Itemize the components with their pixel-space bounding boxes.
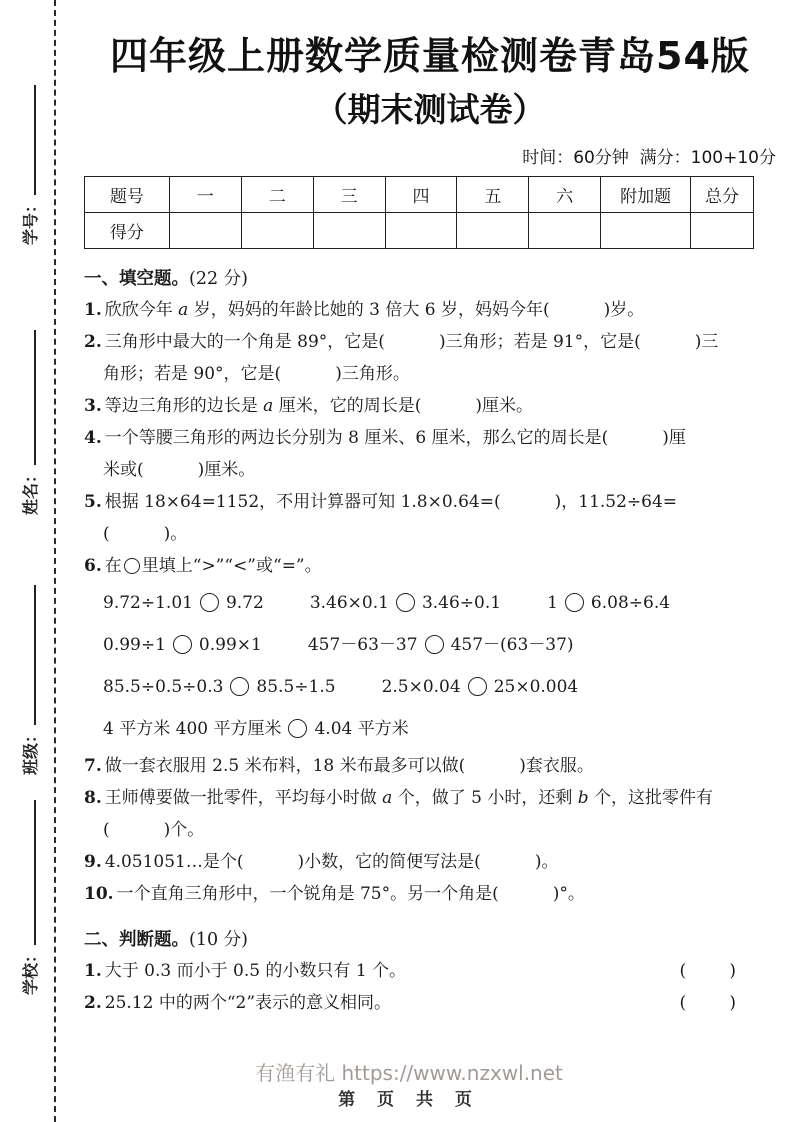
question-5 bbox=[84, 486, 776, 518]
score-cell bbox=[457, 213, 529, 249]
question-1-number: 1. bbox=[84, 300, 102, 320]
question-3-text: 等边三角形的边长是 bbox=[104, 396, 264, 416]
student-id-label: 学号： bbox=[21, 196, 40, 245]
question-1-text: 岁，妈妈的年龄比她的 3 倍大 6 岁，妈妈今年( )岁。 bbox=[188, 300, 645, 320]
page-title: 四年级上册数学质量检测卷青岛54版 bbox=[110, 34, 750, 78]
compare-right: 85.5÷1.5 bbox=[256, 677, 336, 697]
question-6-text: 里填上“>”“<”或“=”。 bbox=[141, 556, 322, 576]
student-id-field bbox=[20, 85, 42, 245]
question-6 bbox=[84, 550, 776, 582]
question-5-text: 根据 18×64=1152，不用计算器可知 1.8×0.64=( )，11.52÷64= bbox=[104, 492, 678, 512]
school-line bbox=[34, 800, 36, 945]
class-label: 班级： bbox=[21, 726, 40, 775]
section2-score: (10 分) bbox=[189, 930, 248, 950]
compare-circle-icon bbox=[468, 677, 487, 696]
compare-row-1 bbox=[84, 582, 776, 624]
question-9-number: 9. bbox=[84, 852, 102, 872]
question-8-text: 个，这批零件有 bbox=[588, 788, 714, 808]
compare-row-2 bbox=[84, 624, 776, 666]
question-2 bbox=[84, 326, 776, 358]
question-2-text: 三角形中最大的一个角是 89°，它是( )三角形；若是 91°，它是( )三 bbox=[104, 332, 719, 352]
class-field bbox=[20, 585, 42, 775]
judge-question-2-body bbox=[84, 987, 391, 1019]
compare-left: 1 bbox=[547, 593, 558, 613]
header-col-5: 五 bbox=[457, 177, 529, 213]
student-name-line bbox=[34, 330, 36, 465]
header-col-4: 四 bbox=[385, 177, 457, 213]
score-cell bbox=[169, 213, 241, 249]
compare-pair bbox=[103, 635, 262, 655]
compare-left: 2.5×0.04 bbox=[381, 677, 461, 697]
student-name-field bbox=[20, 330, 42, 515]
compare-right: 0.99×1 bbox=[198, 635, 262, 655]
compare-circle-icon bbox=[288, 719, 307, 738]
judge-answer-parens: ( ) bbox=[679, 961, 736, 981]
compare-right: 9.72 bbox=[225, 593, 264, 613]
compare-pair bbox=[547, 593, 670, 613]
question-6-text: 在 bbox=[104, 556, 122, 576]
header-question-no: 题号 bbox=[85, 177, 170, 213]
compare-pair bbox=[308, 635, 574, 655]
question-8-continued: ( )个。 bbox=[103, 820, 205, 840]
compare-circle-icon bbox=[565, 593, 584, 612]
section2-heading bbox=[84, 925, 776, 955]
compare-right: 25×0.004 bbox=[493, 677, 579, 697]
compare-pair bbox=[310, 593, 501, 613]
school-field bbox=[20, 800, 42, 995]
question-4-text: 一个等腰三角形的两边长分别为 8 厘米、6 厘米，那么它的周长是( )厘 bbox=[104, 428, 686, 448]
section1-heading bbox=[84, 264, 776, 294]
question-1-text: 欣欣今年 bbox=[104, 300, 179, 320]
header-col-bonus: 附加题 bbox=[601, 177, 691, 213]
judge-question-2 bbox=[84, 987, 776, 1019]
section2-title: 二、判断题。 bbox=[84, 930, 189, 950]
page-footer bbox=[30, 1060, 788, 1112]
main-content bbox=[84, 0, 776, 1019]
footer-page-number: 第 页 共 页 bbox=[338, 1090, 480, 1110]
question-3-text: 厘米，它的周长是( )厘米。 bbox=[273, 396, 534, 416]
compare-pair bbox=[103, 719, 409, 739]
compare-circle-icon bbox=[173, 635, 192, 654]
judge-question-2-number: 2. bbox=[84, 993, 102, 1013]
question-8-number: 8. bbox=[84, 788, 102, 808]
score-row-label: 得分 bbox=[85, 213, 170, 249]
compare-left: 4 平方米 400 平方厘米 bbox=[103, 719, 282, 739]
question-5-continued: ( )。 bbox=[103, 524, 188, 544]
compare-right: 457－(63－37) bbox=[450, 635, 574, 655]
question-6-number: 6. bbox=[84, 556, 102, 576]
school-label: 学校： bbox=[21, 946, 40, 995]
question-10 bbox=[84, 878, 776, 910]
compare-left: 0.99÷1 bbox=[103, 635, 166, 655]
score-cell bbox=[241, 213, 313, 249]
header-col-2: 二 bbox=[241, 177, 313, 213]
page-subtitle: （期末测试卷） bbox=[314, 90, 546, 129]
score-cell bbox=[385, 213, 457, 249]
judge-question-1 bbox=[84, 955, 776, 987]
compare-right: 4.04 平方米 bbox=[314, 719, 409, 739]
compare-circle-icon bbox=[124, 558, 140, 574]
compare-pair bbox=[103, 593, 264, 613]
judge-question-1-number: 1. bbox=[84, 961, 102, 981]
footer-site-link: 有渔有礼 https://www.nzxwl.net bbox=[255, 1061, 563, 1085]
question-4-number: 4. bbox=[84, 428, 102, 448]
question-4-continued: 米或( )厘米。 bbox=[103, 460, 256, 480]
score-table-header-row bbox=[85, 177, 754, 213]
compare-row-3 bbox=[84, 666, 776, 708]
variable-b: b bbox=[577, 788, 589, 808]
compare-circle-icon bbox=[200, 593, 219, 612]
judge-question-2-text: 25.12 中的两个“2”表示的意义相同。 bbox=[104, 993, 392, 1013]
header-col-6: 六 bbox=[529, 177, 601, 213]
judge-question-1-body bbox=[84, 955, 406, 987]
score-cell bbox=[313, 213, 385, 249]
student-id-line bbox=[34, 85, 36, 195]
header-col-total: 总分 bbox=[691, 177, 754, 213]
compare-left: 9.72÷1.01 bbox=[103, 593, 193, 613]
question-9-text: 4.051051…是个( )小数，它的简便写法是( )。 bbox=[104, 852, 559, 872]
header-col-3: 三 bbox=[313, 177, 385, 213]
judge-answer-parens: ( ) bbox=[679, 993, 736, 1013]
question-4 bbox=[84, 422, 776, 454]
question-3-number: 3. bbox=[84, 396, 102, 416]
class-line bbox=[34, 585, 36, 725]
section1-title: 一、填空题。 bbox=[84, 269, 189, 289]
compare-circle-icon bbox=[230, 677, 249, 696]
question-1 bbox=[84, 294, 776, 326]
question-5-number: 5. bbox=[84, 492, 102, 512]
question-9 bbox=[84, 846, 776, 878]
compare-circle-icon bbox=[425, 635, 444, 654]
variable-a: a bbox=[263, 396, 274, 416]
header-col-1: 一 bbox=[169, 177, 241, 213]
question-2-continued: 角形；若是 90°，它是( )三角形。 bbox=[103, 364, 410, 384]
compare-left: 457－63－37 bbox=[307, 635, 418, 655]
question-3 bbox=[84, 390, 776, 422]
question-7 bbox=[84, 750, 776, 782]
compare-right: 3.46÷0.1 bbox=[421, 593, 502, 613]
question-10-text: 一个直角三角形中，一个锐角是 75°。另一个角是( )°。 bbox=[116, 884, 585, 904]
question-10-number: 10. bbox=[84, 884, 114, 904]
question-8 bbox=[84, 782, 776, 814]
compare-pair bbox=[103, 677, 336, 697]
question-7-number: 7. bbox=[84, 756, 102, 776]
variable-a: a bbox=[178, 300, 189, 320]
score-table-score-row bbox=[85, 213, 754, 249]
question-8-text: 王师傅要做一批零件，平均每小时做 bbox=[104, 788, 383, 808]
compare-pair bbox=[382, 677, 579, 697]
compare-row-4 bbox=[84, 708, 776, 750]
compare-circle-icon bbox=[396, 593, 415, 612]
question-7-text: 做一套衣服用 2.5 米布料，18 米布最多可以做( )套衣服。 bbox=[104, 756, 594, 776]
seal-dashed-line bbox=[54, 0, 56, 1122]
student-name-label: 姓名： bbox=[21, 466, 40, 515]
judge-question-1-text: 大于 0.3 而小于 0.5 的小数只有 1 个。 bbox=[104, 961, 407, 981]
compare-left: 85.5÷0.5÷0.3 bbox=[103, 677, 224, 697]
score-table bbox=[84, 176, 754, 249]
section1-score: (22 分) bbox=[189, 269, 248, 289]
compare-left: 3.46×0.1 bbox=[309, 593, 389, 613]
score-cell bbox=[601, 213, 691, 249]
time-score-info: 时间：60分钟 满分：100+10分 bbox=[522, 148, 776, 168]
question-8-text: 个，做了 5 小时，还剩 bbox=[392, 788, 578, 808]
score-cell bbox=[691, 213, 754, 249]
variable-a: a bbox=[382, 788, 393, 808]
compare-right: 6.08÷6.4 bbox=[590, 593, 671, 613]
question-2-number: 2. bbox=[84, 332, 102, 352]
score-cell bbox=[529, 213, 601, 249]
